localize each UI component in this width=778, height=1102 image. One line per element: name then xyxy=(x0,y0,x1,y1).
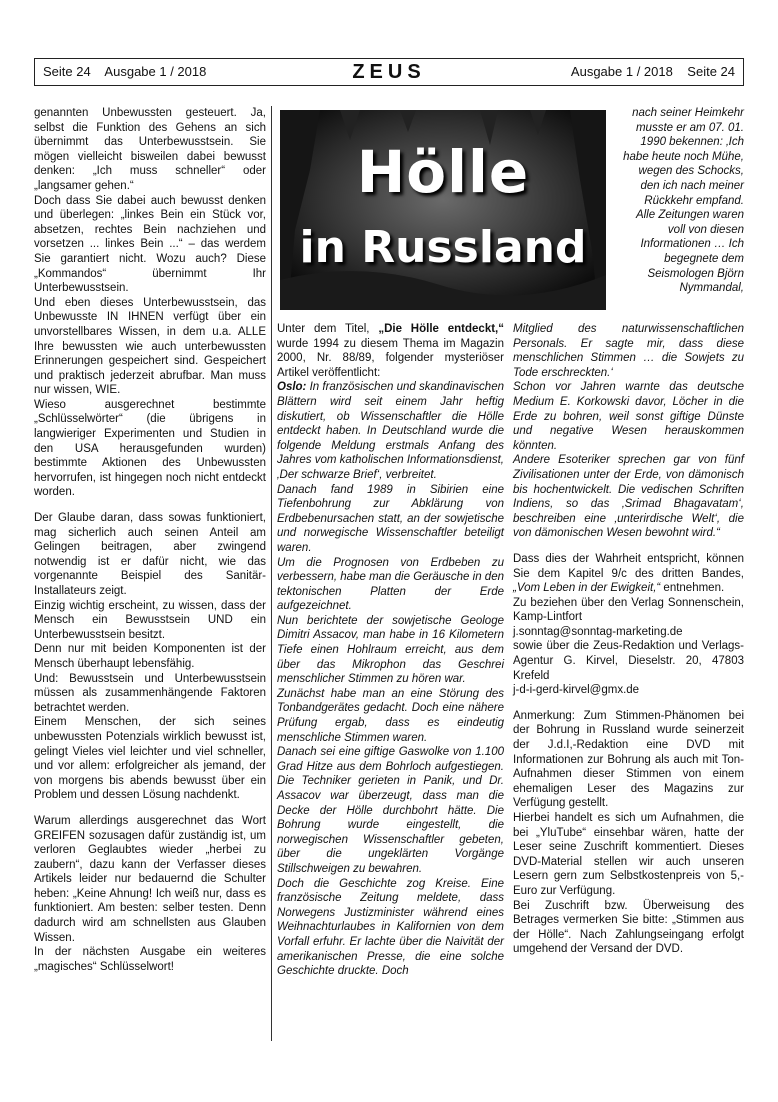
article-image xyxy=(280,110,606,310)
header-left: Seite 24 Ausgabe 1 / 2018 xyxy=(43,64,207,79)
paragraph: Und: Bewusstsein und Unterbewusstsein müssen als zusammenhängende Faktoren betrachtet werden. xyxy=(34,672,266,714)
paragraph: nach seiner Heimkehr musste er am 07. 01. 1990 bekennen: ‚Ich habe heute noch Mühe, wegen des Schocks, den ich nach meiner Rückkehr empfand. xyxy=(623,107,744,207)
paragraph: Doch die Geschichte zog Kreise. Eine französische Zeitung meldete, dass Norwegens Justizminister während eines Weihnachturlaubes in Kalifornien von dem Vorfall erfuhr. Er lachte über die Naivität der amerikanischen Presse, die eine solche Geschichte druckte. Doch xyxy=(277,877,504,978)
paragraph: genannten Unbewussten gesteuert. Ja, selbst die Funktion des Gehens an sich übernimmt das Unterbewusstsein. Sie mögen vielleicht bisweilen dabei bewusst denken: „Ich muss schneller“ oder „langsamer gehen.“ xyxy=(34,107,266,192)
paragraph: Schon vor Jahren warnte das deutsche Medium E. Korkowski davor, Löcher in die Erde zu bohren, weil sonst giftige Dünste und negative Wesen herauskommen könnten. xyxy=(513,381,744,452)
paragraph: Bei Zuschrift bzw. Überweisung des Betrages vermerken Sie bitte: „Stimmen aus der Hölle“. Nach Zahlungseingang erfolgt umgehend der Versand der DVD. xyxy=(513,899,744,956)
column-divider xyxy=(271,106,272,1041)
email-address: j-d-i-gerd-kirvel@gmx.de xyxy=(513,684,640,697)
paragraph: Warum allerdings ausgerechnet das Wort GREIFEN sozusagen dafür zuständig ist, um verloren Geglaubtes wieder „herbei zu zaubern“, dazu kann der Verfasser dieses Artikels leider nur bedauernd die Schulter heben: „Keine Ahnung! Ich weiß nur, dass es funktioniert. Am besten: selber testen. Denn dadurch wird am schnellsten aus Glauben Wissen. xyxy=(34,814,266,944)
paragraph: Und eben dieses Unterbewusstsein, das Unbewusste IN IHNEN verfügt über ein unvorstellbares Wissen, in dem u.a. ALLE Ihre bewussten wie auch unterbewussten Erinnerungen gespeichert sind. Gespeichert und praktisch jederzeit abrufbar. Man muss nur wissen, WIE. xyxy=(34,296,266,397)
paragraph: sowie über die Zeus-Redaktion und Verlags-Agentur G. Kirvel, Dieselstr. 20, 47803 Krefeld xyxy=(513,640,744,682)
intro-paragraph xyxy=(277,322,504,380)
image-title-line2: in Russland xyxy=(299,222,587,273)
paragraph: Zunächst habe man an eine Störung des Tonbandgerätes gedacht. Doch eine nähere Prüfung ergab, dass es eindeutig menschliche Stimmen waren. xyxy=(277,687,504,744)
intro-text: Unter dem Titel, xyxy=(277,323,379,335)
dateline: Oslo: xyxy=(277,381,307,394)
paragraph: Wieso ausgerechnet bestimmte „Schlüsselwörter“ (die übrigens in langwieriger Experimenten und Studien in den USA herausgefunden wurden) bestimmte Aktionen des Unbewussten hervorrufen, ist hingegen noch nicht entdeckt worden. xyxy=(34,398,266,499)
column-middle xyxy=(277,322,504,979)
paragraph: Danach sei eine giftige Gaswolke von 1.100 Grad Hitze aus dem Bohrloch aufgestiegen. Die Techniker gerieten in Panik, und Dr. Assacov war überzeugt, dass man die Decke der Hölle durchbohrt hätte. Die Bohrung wurde eingestellt, die norwegischen Wissenschaftler gebeten, über die ungeklärten Vorgänge Stillschweigen zu bewahren. xyxy=(277,746,504,875)
magazine-title: ZEUS xyxy=(352,61,426,83)
paragraph: In der nächsten Ausgabe ein weiteres „magisches“ Schlüsselwort! xyxy=(34,946,266,973)
paragraph: Einzig wichtig erscheint, zu wissen, dass der Mensch ein Bewusstsein UND ein Unterbewusstsein besitzt. xyxy=(34,599,266,641)
column-left xyxy=(34,106,266,974)
paragraph: Um die Prognosen von Erdbeben zu verbessern, habe man die Geräusche in den tektonischen Platten der Erde aufgezeichnet. xyxy=(277,556,504,613)
paragraph: Alle Zeitungen waren voll von diesen Informationen … Ich begegnete dem Seismologen Björn Nymmandal, xyxy=(635,209,744,295)
paragraph: Anmerkung: Zum Stimmen-Phänomen bei der Bohrung in Russland wurde seinerzeit der J.d.I,-Redaktion eine DVD mit Informationen zur Bohrung als auch mit Ton-Aufnahmen dieser Stimmen von einem ehemaligen Leser des Magazins zur Verfügung gestellt. xyxy=(513,709,744,810)
paragraph: Hierbei handelt es sich um Aufnahmen, die bei „YluTube“ einsehbar wären, hatte der Leser seine Zuschrift kommentiert. Dieses DVD-Material stellen wir auch unseren Lesern gern zum Selbstkostenpreis von 5,- Euro zur Verfügung. xyxy=(513,812,744,897)
paragraph: Mitglied des naturwissenschaftlichen Personals. Er sagte mir, dass diese menschlichen Stimmen … die Sowjets zu Tode erschreckten.‘ xyxy=(513,323,744,379)
paragraph: Doch dass Sie dabei auch bewusst denken und überlegen: „linkes Bein ein Stück vor, absetzen, rechtes Bein nachziehen und vorsetzen ... linkes Bein ...“ – das werdem Sie garantiert nicht. Wozu auch? Diese „Kommandos“ übernimmt Ihr Unterbewusstsein. xyxy=(34,194,266,295)
book-title: „Vom Leben in der Ewigkeit,“ xyxy=(513,582,661,595)
email-address: j.sonntag@sonntag-marketing.de xyxy=(513,625,683,638)
intro-text: wurde 1994 zu diesem Thema im Magazin 2000, Nr. 88/89, folgender mysteriöser Artikel veröffentlicht: xyxy=(277,337,504,379)
paragraph: Zu beziehen über den Verlag Sonnenschein, Kamp-Lintfort xyxy=(513,596,744,624)
paragraph: Andere Esoteriker sprechen gar von fünf Zivilisationen unter der Erde, von dämonisch bis hochentwickelt. Die vedischen Schriften Indiens, so das ‚Srimad Bhagavatam‘, beschreiben eine ‚unterirdische Welt‘, die von dämonischen Wesen bewohnt wird.“ xyxy=(513,454,744,540)
intro-quote: „Die Hölle entdeckt,“ xyxy=(378,323,504,335)
paragraph-text: In französischen und skandinavischen Blättern wird seit einem Jahr heftig diskutiert, ob Wissenschaftler die Hölle entdeckt haben. In Deutschland wurde die folgende Meldung erstmals Anfang des Jahres vom katholischen Informationsdienst, ‚Der schwarze Brief‘, verbreitet. xyxy=(277,381,504,481)
paragraph: Nun berichtete der sowjetische Geologe Dimitri Assacov, man habe in 16 Kilometern Tiefe einen Hohlraum erreicht, aus dem über das Mikrophon das Geschrei menschlicher Stimmen zu hören war. xyxy=(277,614,504,686)
paragraph-text: entnehmen. xyxy=(660,582,725,595)
paragraph: Der Glaube daran, dass sowas funktioniert, mag sicherlich auch seinen Anteil am Gelingen beitragen, aber zwingend notwendig ist er dafür nicht, wie das vorgenannte Beispiel des Sanitär-Installateurs zeigt. xyxy=(34,512,266,597)
paragraph: Einem Menschen, der sich seines unbewussten Potenzials wirklich bewusst ist, gelingt Vieles viel leichter und viel schneller, und vor allem: erfolgreicher als jemand, der von morgens bis abends bewusst über ein Problem und dessen Lösung nachdenkt. xyxy=(34,716,266,802)
image-title-line1: Hölle xyxy=(356,138,530,206)
paragraph xyxy=(513,552,744,596)
column-right-top xyxy=(620,106,744,296)
page-header xyxy=(34,58,744,86)
column-right xyxy=(513,322,744,957)
paragraph: Danach fand 1989 in Sibirien eine Tiefenbohrung zur Abklärung von Erdbebenursachen statt, an der sowjetische und norwegische Wissenschaftler beteiligt waren. xyxy=(277,483,504,554)
paragraph xyxy=(277,380,504,482)
paragraph-text: Dass dies der Wahrheit entspricht, können Sie dem Kapitel 9/c des dritten Bandes, xyxy=(513,552,744,580)
header-right: Ausgabe 1 / 2018 Seite 24 xyxy=(570,64,735,79)
paragraph: Denn nur mit beiden Komponenten ist der Mensch überhaupt lebensfähig. xyxy=(34,643,266,670)
